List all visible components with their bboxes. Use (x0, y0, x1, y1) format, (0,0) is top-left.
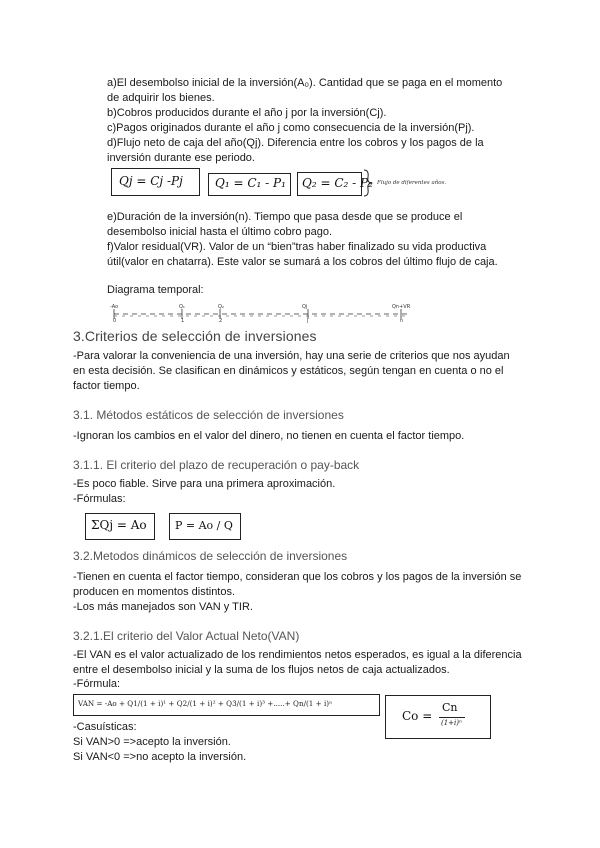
van-formula-box (73, 694, 380, 716)
section-3-2-p3: -Los más manejados son VAN y TIR. (73, 601, 253, 613)
def-c: c)Pagos originados durante el año j como consecuencia de la inversión(Pj). (107, 122, 475, 134)
case-van-negative: Si VAN<0 =>no acepto la inversión. (73, 751, 247, 763)
co-formula-box (385, 695, 491, 739)
diagram-label: Diagrama temporal: (107, 284, 204, 296)
section-3-p1: -Para valorar la conveniencia de una inversión, hay una serie de criterios que nos ayudan (73, 350, 510, 362)
def-a-line1: a)El desembolso inicial de la inversión(A₀). Cantidad que se paga en el momento (107, 77, 503, 89)
van-formula-text: VAN = -Ao + Q1/(1 + i)¹ + Q2/(1 + i)² + Q3/(1 + i)³ +.....+ Qn/(1 + i)ⁿ (78, 699, 333, 708)
def-b: b)Cobros producidos durante el año j por la inversión(Cj). (107, 107, 387, 119)
section-3-1-1-p2: -Fórmulas: (73, 493, 126, 505)
q1-formula-box (208, 173, 291, 196)
timeline-label-q1: Q₁ (179, 304, 185, 310)
co-formula-label: Co = (402, 709, 433, 723)
timeline-diagram (108, 303, 414, 327)
timeline-label-a0: -Ao (110, 304, 119, 310)
section-3-2-1-p3: -Fórmula: (73, 678, 121, 690)
qj-formula-box (111, 168, 200, 196)
def-e-line2: desembolso inicial hasta el último cobro pago. (107, 226, 333, 238)
def-d-line1: d)Flujo neto de caja del año(Qj). Diferencia entre los cobros y los pagos de la (107, 137, 484, 149)
section-3-2-1-title: 3.2.1.El criterio del Valor Actual Neto(VAN) (73, 629, 300, 643)
timeline-label-q2: Q₂ (218, 304, 224, 310)
section-3-2-1-p1: -El VAN es el valor actualizado de los rendimientos netos esperados, es igual a la diferencia (73, 649, 522, 661)
section-3-2-p1: -Tienen en cuenta el factor tiempo, consideran que los cobros y los pagos de la inversión se (73, 571, 522, 583)
timeline-tick-1: 1 (181, 318, 185, 324)
timeline-tick-2: 2 (219, 318, 223, 324)
sum-qj-text: ΣQj = Ao (91, 518, 147, 532)
section-3-p3: factor tiempo. (73, 380, 140, 392)
curly-brace-icon (362, 168, 374, 198)
cases-title: -Casuísticas: (73, 721, 137, 733)
timeline-tick-n: n (400, 318, 404, 324)
handwritten-note: Flujo de diferentes años. (377, 180, 447, 186)
sum-qj-box (85, 513, 155, 540)
def-f-line1: f)Valor residual(VR). Valor de un “bien”tras haber finalizado su vida productiva (107, 241, 487, 253)
section-3-1-title: 3.1. Métodos estáticos de selección de inversiones (73, 408, 344, 422)
timeline-tick-0: 0 (113, 318, 117, 324)
co-formula-denominator: (1+i)ⁿ (441, 719, 462, 727)
section-3-p2: en esta decisión. Se clasifican en dinámicos y estáticos, según tengan en cuenta o no el (73, 365, 504, 377)
def-a-line2: de adquirir los bienes. (107, 92, 215, 104)
q1-formula-text: Q₁ = C₁ - P₁ (215, 176, 286, 190)
q2-formula-text: Q₂ = C₂ - P₂ (302, 176, 373, 190)
section-3-2-p2: producen en momentos distintos. (73, 586, 236, 598)
def-e-line1: e)Duración de la inversión(n). Tiempo que pasa desde que se produce el (107, 211, 463, 223)
co-formula-numerator: Cn (442, 701, 458, 714)
def-d-line2: inversión durante ese periodo. (107, 152, 255, 164)
section-3-2-1-p2: entre el desembolso inicial y la suma de los flujos netos de caja actualizados. (73, 664, 450, 676)
def-f-line2: útil(valor en chatarra). Este valor se sumará a los cobros del último flujo de caja. (107, 256, 498, 268)
section-3-2-title: 3.2.Metodos dinámicos de selección de inversiones (73, 549, 348, 563)
timeline-label-qn: Qn+VR (392, 304, 411, 310)
payback-formula-box (169, 513, 241, 540)
timeline-tick-j: j (307, 318, 309, 324)
fraction-bar (439, 717, 465, 718)
qj-formula-text: Qj = Cj -Pj (119, 174, 183, 188)
timeline-label-qj: Qj (302, 304, 308, 310)
case-van-positive: Si VAN>0 =>acepto la inversión. (73, 736, 231, 748)
section-3-1-1-title: 3.1.1. El criterio del plazo de recuperación o pay-back (73, 458, 360, 472)
payback-formula-text: P = Ao / Q (175, 519, 233, 532)
section-3-1-1-p1: -Es poco fiable. Sirve para una primera aproximación. (73, 478, 336, 490)
section-3-1-p1: -Ignoran los cambios en el valor del dinero, no tienen en cuenta el factor tiempo. (73, 430, 465, 442)
q2-formula-box (297, 172, 373, 196)
section-3-title: 3.Criterios de selección de inversiones (73, 328, 317, 344)
